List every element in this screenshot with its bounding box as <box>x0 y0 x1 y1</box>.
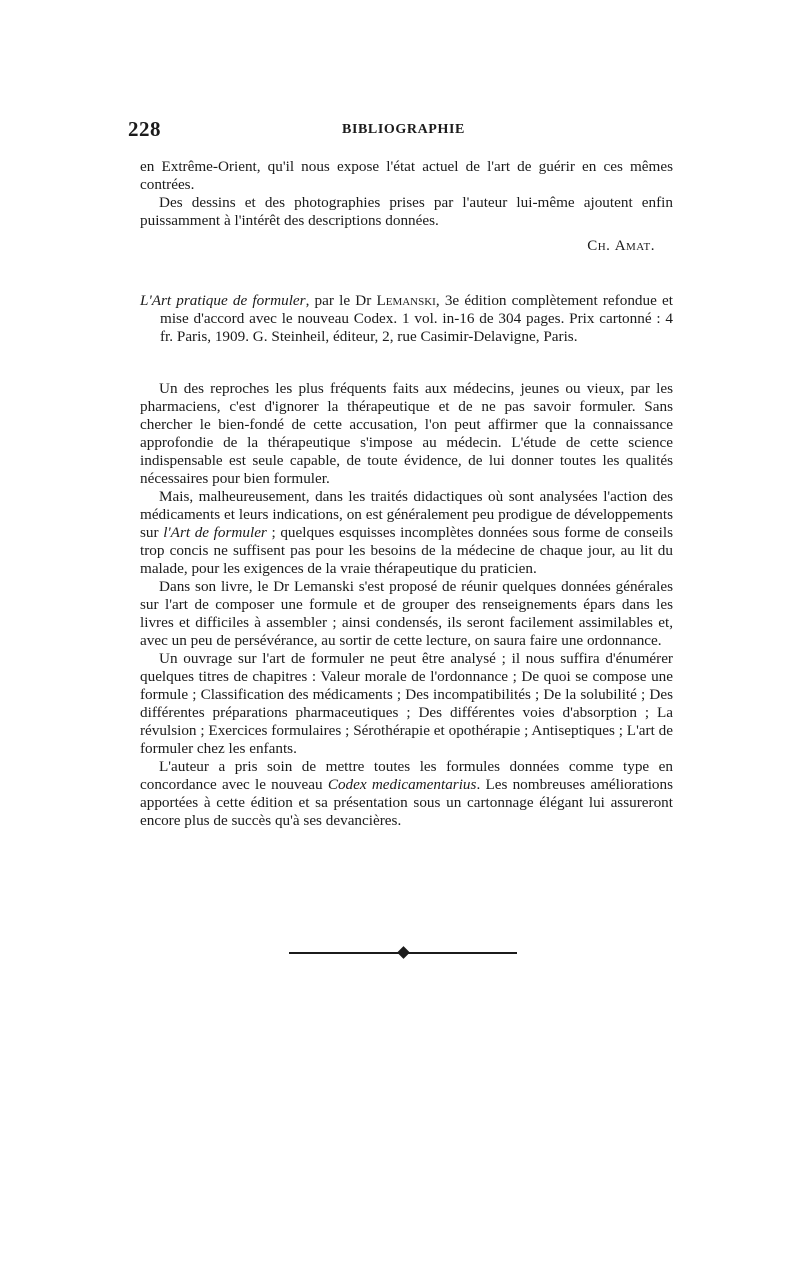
paragraph-text: Mais, malheureusement, dans les traités didactiques où sont analysées l'action des médicaments et leurs indications, on est généralement peu prodigue de développements sur <box>140 488 673 541</box>
author-prefix: , par le Dr <box>305 292 377 309</box>
paragraph: en Extrême-Orient, qu'il nous expose l'état actuel de l'art de guérir en ces mêmes contrées. <box>140 158 673 193</box>
section-divider <box>289 947 517 959</box>
paragraph: Un des reproches les plus fréquents faits aux médecins, jeunes ou vieux, par les pharmaciens, c'est d'ignorer la thérapeutique et de ne pas savoir formuler. Sans chercher le bien-fondé de cette accusation, l'on peut affirmer que la connaissance approfondie de la thérapeutique s'impose au médecin. L'étude de cette science indispensable est seule capable, de toute évidence, de lui donner toutes les qualités nécessaires pour bien formuler. <box>140 380 673 487</box>
paragraph-text: L'auteur a pris soin de mettre toutes les formules données comme type en concordance avec le nouveau <box>140 758 673 793</box>
reviewer-signature <box>140 238 655 255</box>
paragraph-text: ; quelques esquisses incomplètes données sous forme de conseils trop concis ne suffisent pas pour les besoins de la médecine de chaque jour, au lit du malade, pour les exigences de la vraie thérapeutique du praticien. <box>140 524 673 577</box>
paragraph: Des dessins et des photographies prises par l'auteur lui-même ajoutent enfin puissamment à l'intérêt des descriptions données. <box>140 194 673 229</box>
paragraph: Un ouvrage sur l'art de formuler ne peut être analysé ; il nous suffira d'énumérer quelques titres de chapitres : Valeur morale de l'ordonnance ; De quoi se compose une formule ; Classification des médicaments ; Des incompatibilités ; De la solubilité ; Des différentes préparations pharmaceutiques ; Des différentes voies d'absorption ; La révulsion ; Exercices formulaires ; Sérothérapie et opothérapie ; Antiseptiques ; L'art de formuler chez les enfants. <box>140 650 673 757</box>
diamond-ornament-icon <box>397 946 410 959</box>
running-head: BIBLIOGRAPHIE <box>342 122 465 137</box>
page-header <box>128 117 672 141</box>
signature-initial: Ch. <box>587 238 611 254</box>
signature-name: Amat. <box>614 238 655 254</box>
author-name: Lemanski <box>376 292 436 309</box>
bibliographic-entry <box>140 292 673 346</box>
entry-citation <box>140 292 673 346</box>
page-number: 228 <box>128 117 161 141</box>
edition-details: , 3e édition complètement refondue et mise d'accord avec le nouveau Codex. 1 vol. in-16 de 304 pages. Prix cartonné : 4 fr. Paris, 1909. G. Steinheil, éditeur, 2, rue Casimir-Delavigne, Paris. <box>160 292 673 345</box>
previous-review-ending <box>140 158 673 230</box>
paragraph-text: . Les nombreuses améliorations apportées à cette édition et sa présentation sous un cartonnage élégant lui assureront encore plus de succès qu'à ses devancières. <box>140 776 674 829</box>
paragraph <box>140 488 673 578</box>
paragraph <box>140 758 673 830</box>
book-title: L'Art pratique de formuler <box>140 292 306 309</box>
review-body <box>140 380 673 830</box>
paragraph: Dans son livre, le Dr Lemanski s'est proposé de réunir quelques données générales sur l'art de composer une formule et de grouper des renseignements épars dans les livres et difficiles à assembler ; ainsi condensés, ils seront facilement assimilables et, avec un peu de persévérance, au sortir de cette lecture, on saura faire une ordonnance. <box>140 578 673 649</box>
inline-title: Codex medicamentarius <box>327 776 477 793</box>
inline-title: l'Art de formuler <box>163 524 267 541</box>
